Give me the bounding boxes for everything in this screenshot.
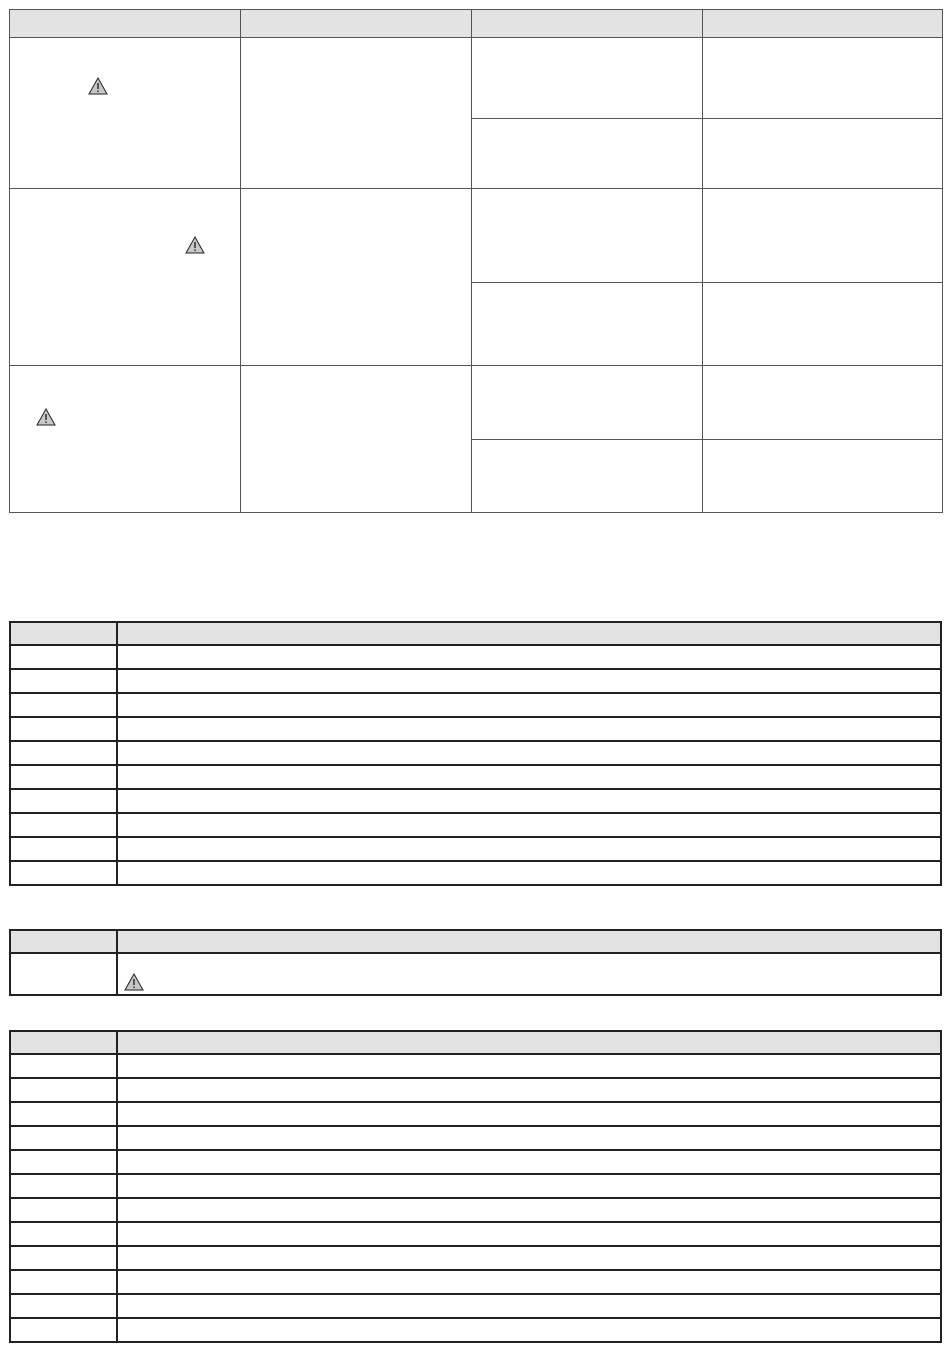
table-cell [10,1246,117,1270]
warning-triangle-icon [88,77,108,95]
table-cell [117,1126,941,1150]
table-cell [10,1102,117,1126]
table-cell [117,1102,941,1126]
table-row [10,1318,941,1342]
table-cell [10,741,117,765]
table-cell [703,283,943,366]
table-cell [472,189,703,283]
table-row [10,1078,941,1102]
table-row [10,669,941,693]
table-row [10,1054,941,1078]
table-cell [117,1294,941,1318]
table-cell [10,1198,117,1222]
table-header-cell [10,10,241,38]
warning-triangle-icon [36,408,56,426]
table-row [10,789,941,813]
table-cell [117,1054,941,1078]
table-cell [10,789,117,813]
table-row [10,189,943,283]
table-cell [10,837,117,861]
table-cell [10,1150,117,1174]
table-cell [703,366,943,440]
table-cell [117,669,941,693]
table-header-row [10,10,943,38]
table-cell [10,717,117,741]
warning-triangle-icon [185,236,205,254]
table-cell [10,1078,117,1102]
table-cell [10,1318,117,1342]
table-header-cell [703,10,943,38]
table-cell [241,189,472,366]
table-row [10,861,941,885]
table-cell [10,1294,117,1318]
table-cell [10,1126,117,1150]
table-row [10,1294,941,1318]
table-row [10,717,941,741]
table-cell [117,953,941,995]
table-cell [117,1270,941,1294]
table-row [10,837,941,861]
note-table [9,929,942,996]
table-cell [117,645,941,669]
table-cell [10,366,241,513]
warning-triangle-icon [124,973,144,991]
table-cell [10,765,117,789]
table-cell [703,38,943,119]
table-cell [10,1270,117,1294]
table-cell [117,1318,941,1342]
table-cell [117,861,941,885]
table-cell [10,1222,117,1246]
table-row [10,1102,941,1126]
table-row [10,38,943,119]
table-cell [10,669,117,693]
table-cell [117,765,941,789]
table-row [10,1150,941,1174]
table-cell [10,38,241,189]
table-row [10,1270,941,1294]
table-cell [10,189,241,366]
table-header-cell [117,622,941,645]
table-row [10,1126,941,1150]
table-cell [241,38,472,189]
table-header-cell [117,930,941,953]
table-cell [10,1174,117,1198]
table-cell [472,38,703,119]
table-row [10,1246,941,1270]
table-header-cell [472,10,703,38]
table-cell [117,789,941,813]
table-cell [10,813,117,837]
table-header-cell [10,622,117,645]
table-row [10,765,941,789]
table-row [10,366,943,440]
table-cell [703,189,943,283]
list-table-1 [9,621,942,886]
table-cell [10,645,117,669]
list-table-2 [9,1030,942,1343]
table-row [10,645,941,669]
table-row [10,953,941,995]
table-header-row [10,930,941,953]
table-cell [472,283,703,366]
table-cell [117,1198,941,1222]
table-cell [117,717,941,741]
table-row [10,1222,941,1246]
table-cell [117,741,941,765]
table-cell [241,366,472,513]
table-cell [117,1222,941,1246]
table-cell [10,861,117,885]
table-cell [117,1150,941,1174]
table-cell [472,366,703,440]
table-cell [10,693,117,717]
table-header-cell [10,1031,117,1054]
table-cell [703,119,943,189]
table-row [10,1198,941,1222]
table-cell [472,119,703,189]
table-cell [117,813,941,837]
main-table [9,9,943,513]
table-row [10,1174,941,1198]
table-cell [10,953,117,995]
table-cell [117,1078,941,1102]
table-row [10,693,941,717]
table-header-row [10,622,941,645]
table-cell [117,837,941,861]
table-cell [117,693,941,717]
table-header-cell [117,1031,941,1054]
table-header-cell [241,10,472,38]
table-row [10,813,941,837]
table-cell [10,1054,117,1078]
table-header-cell [10,930,117,953]
table-cell [117,1174,941,1198]
table-cell [703,440,943,513]
table-cell [472,440,703,513]
table-cell [117,1246,941,1270]
table-row [10,741,941,765]
table-header-row [10,1031,941,1054]
